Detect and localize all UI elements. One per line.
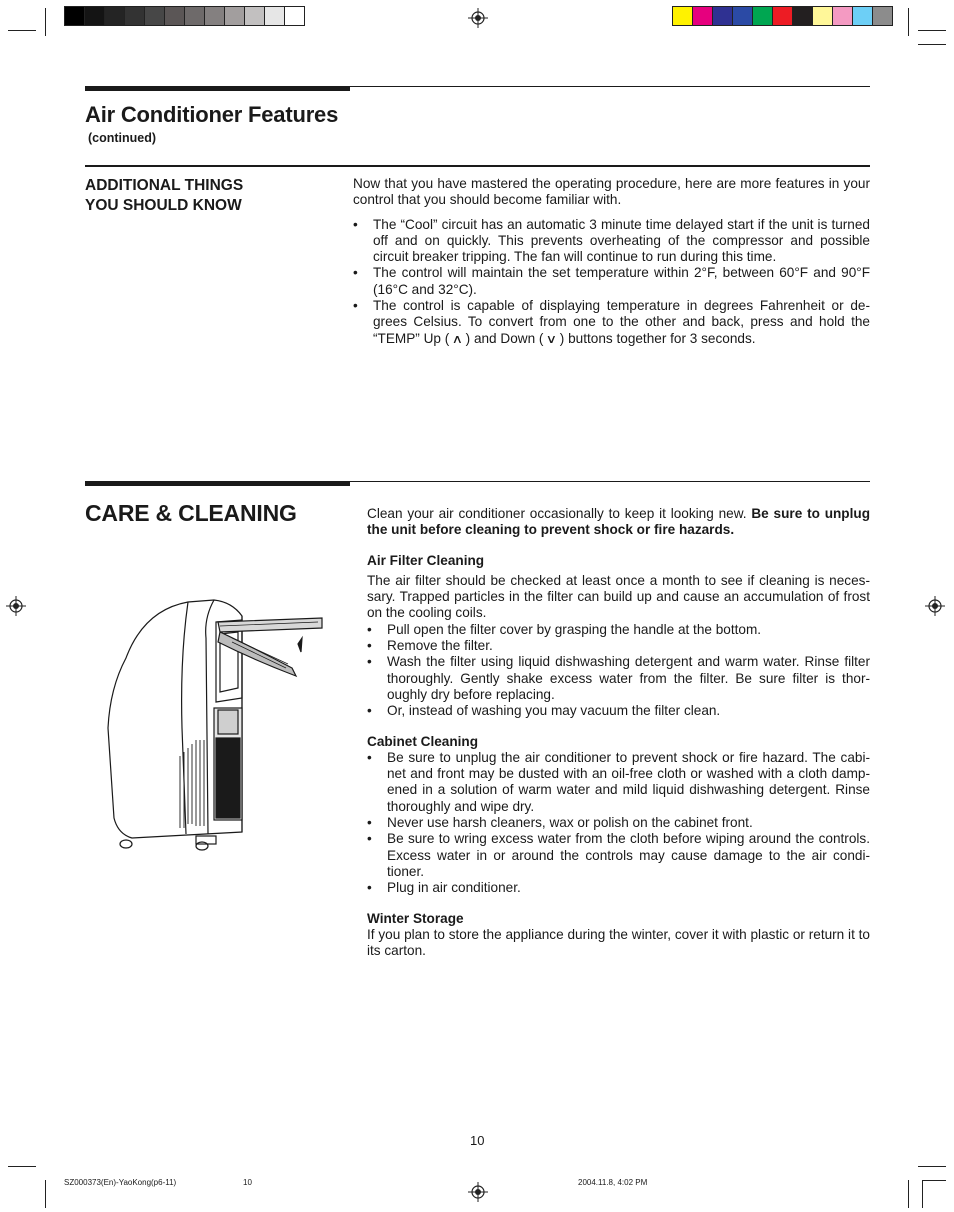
list-item: • Plug in air conditioner. [367,880,870,896]
color-swatch [245,7,265,25]
registration-mark-icon [468,1182,488,1202]
section-rule [85,86,350,91]
care-cleaning-title: CARE & CLEANING [85,500,297,526]
footer-page: 10 [243,1178,252,1187]
color-swatch [85,7,105,25]
list-item: • The “Cool” circuit has an automatic 3 minute time delayed start if the unit is turned off and on quickly. This prevents overheating of the compressor and possible circuit breaker tripping. The fan will continue to run during this time. [353,217,870,266]
section-rule [350,86,870,87]
winter-text: If you plan to store the appliance during the winter, cover it with plastic or return it to its carton. [367,926,870,959]
care-intro: Clean your air conditioner occasionally to keep it looking new. Be sure to unplug the unit before cleaning to prevent shock or fire hazards. [367,506,870,538]
footer-file: SZ000373(En)-YaoKong(p6-11) [64,1178,177,1187]
color-swatch [753,7,773,25]
color-swatch [205,7,225,25]
features-intro: Now that you have mastered the operating procedure, here are more features in your control that you should become familiar with. [353,176,870,208]
color-swatch [713,7,733,25]
features-body [353,176,870,347]
care-body [367,506,870,959]
color-swatch [65,7,85,25]
color-swatch [165,7,185,25]
section-rule [350,481,870,482]
color-swatch [145,7,165,25]
color-swatch [185,7,205,25]
registration-mark-icon [468,8,488,28]
winter-heading: Winter Storage [367,910,464,926]
color-swatch [673,7,693,25]
list-item: • The control is capable of displaying temperature in degrees Fahrenheit or de-grees Celsius. To convert from one to the other and back, press and hold the “TEMP” Up ( ∧ ) and Down ( ∨ ) buttons together for 3 seconds. [353,298,870,347]
list-item: • Wash the filter using liquid dishwashing detergent and warm water. Rinse filter thoroughly. Gently shake excess water from the filter. Be sure filter is thor-oughly dry before replacing. [367,654,870,703]
section-rule [85,481,350,486]
color-swatch [813,7,833,25]
list-item: • Be sure to unplug the air conditioner to prevent shock or fire hazard. The cabi-net and front may be dusted with an oil-free cloth or washed with a cloth damp-ened in a solution of warm water and mild liquid dishwashing detergent. Rinse thoroughly and wipe dry. [367,750,870,815]
color-swatch [733,7,753,25]
page-number: 10 [470,1133,485,1148]
list-item: • Remove the filter. [367,638,870,654]
cabinet-heading: Cabinet Cleaning [367,733,479,749]
color-swatch [225,7,245,25]
color-swatch [285,7,304,25]
air-filter-list [367,622,870,720]
list-item: • Be sure to wring excess water from the cloth before wiping around the controls. Excess water in or around the controls may cause damage to the air condi-tioner. [367,831,870,880]
color-swatch [873,7,892,25]
footer-date: 2004.11.8, 4:02 PM [578,1178,648,1187]
list-item: • Or, instead of washing you may vacuum the filter clean. [367,703,870,719]
color-swatch [125,7,145,25]
color-swatch [693,7,713,25]
color-swatch [853,7,873,25]
process-color-bar [672,6,893,26]
air-conditioner-illustration [104,598,326,854]
air-filter-heading: Air Filter Cleaning [367,552,485,568]
registration-mark-icon [6,596,26,616]
divider [85,165,870,167]
up-arrow-icon: ∧ [451,331,464,346]
list-item: • Never use harsh cleaners, wax or polish on the cabinet front. [367,815,870,831]
additional-things-heading: ADDITIONAL THINGS YOU SHOULD KNOW [85,177,244,214]
registration-mark-icon [925,596,945,616]
cabinet-list [367,750,870,897]
color-swatch [833,7,853,25]
list-item: • Pull open the filter cover by grasping the handle at the bottom. [367,622,870,638]
color-swatch [105,7,125,25]
color-swatch [793,7,813,25]
down-arrow-icon: ∨ [545,331,558,346]
list-item: • The control will maintain the set temperature within 2°F, between 60°F and 90°F (16°C and 32°C). [353,265,870,298]
continued-label: (continued) [88,131,157,145]
page-title: Air Conditioner Features [85,102,339,127]
grayscale-color-bar [64,6,305,26]
color-swatch [773,7,793,25]
air-filter-text: The air filter should be checked at least once a month to see if cleaning is neces-sary. Trapped particles in the filter can build up and cause an accumulation of frost on the cooling coils. [367,572,870,621]
color-swatch [265,7,285,25]
